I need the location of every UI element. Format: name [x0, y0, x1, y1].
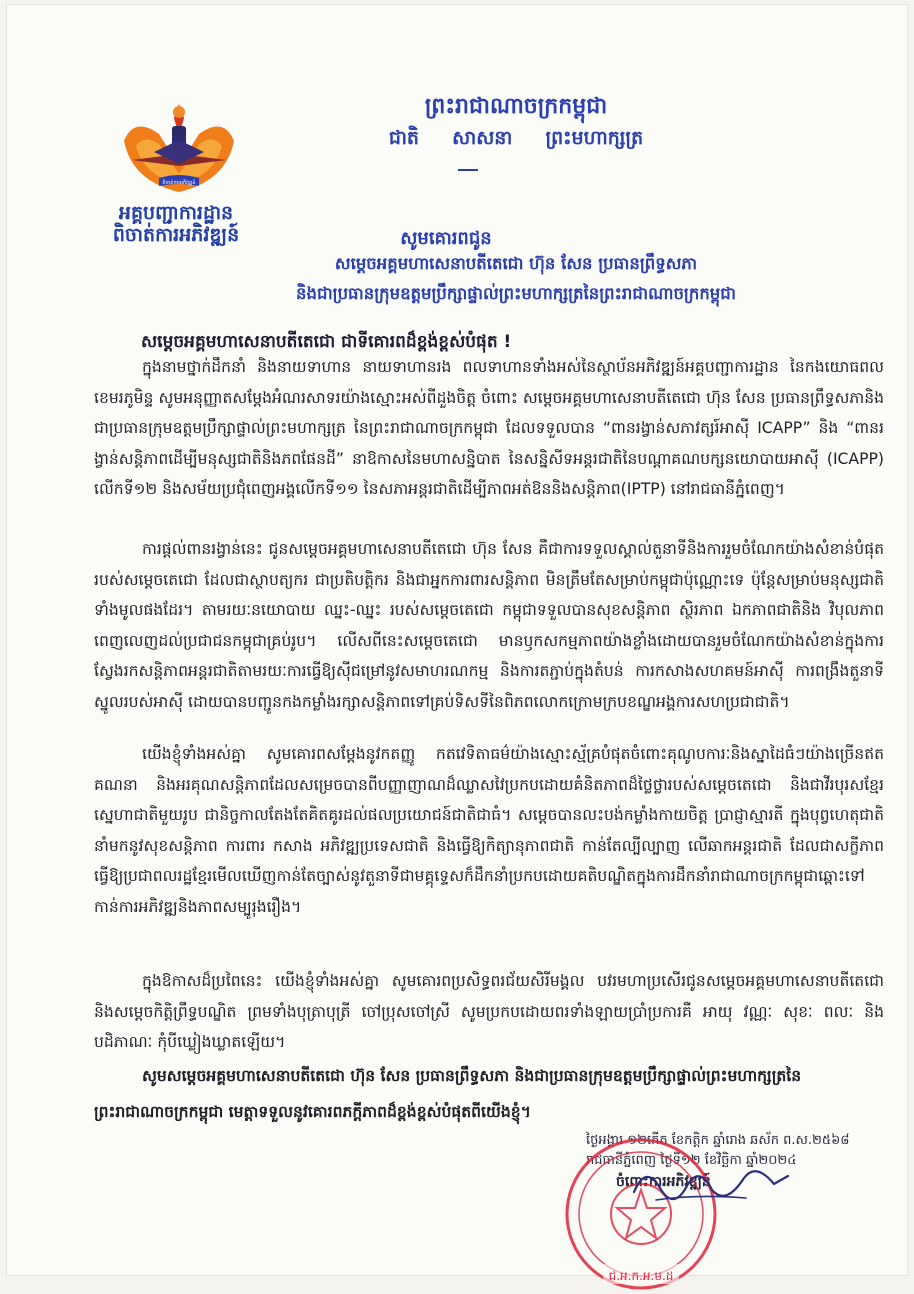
signature-icon	[626, 1154, 796, 1214]
body-paragraph-4: ក្នុងឱកាសដ៏ប្រពៃនេះ យើងខ្ញុំទាំងអស់គ្នា សូមគោរពប្រសិទ្ធពរជ័យសិរីមង្គល បវរមហាប្រសើរជូនសម្តេចអគ្គមហាសេនាបតីតេជោ និងសម្តេចកិត្តិព្រឹទ្ធបណ្ឌិត ព្រមទាំងបុត្រាបុត្រី ចៅប្រុសចៅស្រី សូមប្រកបដោយពរទាំងឡាយប្រាំប្រការគឺ អាយុ វណ្ណៈ សុខៈ ពលៈ និងបដិភាណៈ កុំបីឃ្លៀងឃ្លាតឡើយ។	[94, 972, 884, 1051]
lunar-date: ថ្ងៃអង្គារ ១២កើត ខែកត្តិក ឆ្នាំរោង ឆស័ក ព.ស.២៥៦៨	[586, 1133, 850, 1148]
military-emblem-icon	[114, 96, 244, 208]
signer-title: ចំពោះការអភិវឌ្ឍន៍	[616, 1174, 711, 1190]
national-motto: ជាតិ សាសនា ព្រះមហាក្សត្រ	[388, 127, 644, 149]
addressee-title: និងជាប្រធានក្រុមឧត្តមប្រឹក្សាផ្ទាល់ព្រះមហាក្សត្រនៃព្រះរាជាណាចក្រកម្ពុជា	[296, 284, 736, 303]
header-divider	[458, 169, 478, 171]
unit-name-line1: អគ្គបញ្ជាការដ្ឋាន	[118, 202, 234, 224]
body-paragraph-2: ការផ្តល់ពានរង្វាន់នេះ ជូនសម្តេចអគ្គមហាសេនាបតីតេជោ ហ៊ុន សែន គឺជាការទទួលស្គាល់តួនាទីនិងការរួមចំណែកយ៉ាងសំខាន់បំផុតរបស់សម្តេចតេជោ ដែលជាស្ថាបត្យករ ជាប្រតិបត្តិករ និងជាអ្នកការពារសន្តិភាព មិនត្រឹមតែសម្រាប់កម្ពុជាប៉ុណ្ណោះទេ ប៉ុន្តែសម្រាប់មនុស្សជាតិទាំងមូលផងដែរ។ តាមរយៈនយោបាយ ឈ្នះ-ឈ្នះ របស់សម្តេចតេជោ កម្ពុជាទទួលបានសុខសន្តិភាព ស្ថិរភាព ឯកភាពជាតិនិង វិបុលភាពពេញលេញដល់ប្រជាជនកម្ពុជាគ្រប់រូប។ លើសពីនេះសម្តេចតេជោ មានឫកសកម្មភាពយ៉ាងខ្លាំងដោយបានរួមចំណែកយ៉ាងសំខាន់ក្នុងការស្វែងរកសន្តិភាពអន្តរជាតិតាមរយៈការធ្វើឱ្យស៊ីជម្រៅនូវសមាហរណកម្ម និងការតភ្ជាប់ក្នុងតំបន់ ការកសាងសហគមន៍អាស៊ី ការពង្រឹងតួនាទីស្នូលរបស់អាស៊ី ដោយបានបញ្ជូនកងកម្លាំងរក្សាសន្តិភាពទៅគ្រប់ទិសទីនៃពិភពលោកក្រោមក្របខណ្ឌអង្គការសហប្រជាជាតិ។	[94, 540, 884, 711]
addressee-greeting: សូមគោរពជូន	[400, 228, 492, 249]
unit-name-line2: ពិចាត់ការអភិវឌ្ឍន៍	[112, 224, 240, 246]
body-paragraph-1: ក្នុងនាមថ្នាក់ដឹកនាំ និងនាយទាហាន នាយទាហានរង ពលទាហានទាំងអស់នៃស្ថាប័នអភិវឌ្ឍន៍អគ្គបញ្ជាការដ្ឋាន នៃកងយោធពលខេមរភូមិន្ទ សូមអនុញ្ញាតសម្តែងអំណរសាទរយ៉ាងស្មោះអស់ពីដួងចិត្ត ចំពោះ សម្តេចអគ្គមហាសេនាបតីតេជោ ហ៊ុន សែន ប្រធានព្រឹទ្ធសភានិងជាប្រធានក្រុមឧត្តមប្រឹក្សាផ្ទាល់ព្រះមហាក្សត្រ នៃព្រះរាជាណាចក្រកម្ពុជា ដែលទទួលបាន “ពានរង្វាន់សភាវត្សរ៍អាស៊ី ICAPP” និង “ពានរង្វាន់សន្តិភាពដើម្បីមនុស្សជាតិនិងភពផែនដី” នាឱកាសនៃមហាសន្និបាត នៃសន្និសីទអន្តរជាតិនៃបណ្តាគណបក្សនយោបាយអាស៊ី (ICAPP) លើកទី១២ និងសម័យប្រជុំពេញអង្គលើកទី១១ នៃសភាអន្តរជាតិដើម្បីភាពអត់ឱននិងសន្តិភាព(IPTP) នៅរាជធានីភ្នំពេញ។	[94, 358, 884, 498]
salutation: សម្តេចអគ្គមហាសេនាបតីតេជោ ជាទីគោរពដ៏ខ្ពង់ខ្ពស់បំផុត !	[141, 332, 512, 352]
body-paragraph-3: យើងខ្ញុំទាំងអស់គ្នា សូមគោរពសម្តែងនូវកតញ្ញូ កតវេទិតាធម៌យ៉ាងស្មោះស្ម័គ្របំផុតចំពោះគុណូបការៈនិងស្នាដៃធំៗយ៉ាងច្រើនឥតគណនា និងអរគុណសន្តិភាពដែលសម្រេចបានពីបញ្ញាញាណដ៏ឈ្លាសវៃប្រកបដោយគំនិតភាពដ៏ថ្លៃថ្លារបស់សម្តេចតេជោ និងជាវីរបុរសខ្មែរស្នេហាជាតិមួយរូប ជានិច្ចកាលតែងតែគិតគូរដល់ផលប្រយោជន៍ជាតិជាធំ។ សម្តេចបានលះបង់កម្លាំងកាយចិត្ត ប្រាជ្ញាស្មារតី ក្នុងបុព្វហេតុជាតិ នាំមកនូវសុខសន្តិភាព ការពារ កសាង អភិវឌ្ឍប្រទេសជាតិ និងធ្វើឱ្យកិត្យានុភាពជាតិ កាន់តែល្បីល្បាញ លើឆាកអន្តរជាតិ ដែលជាសក្ខីភាពធ្វើឱ្យប្រជាពលរដ្ឋខ្មែរមើលឃើញកាន់តែច្បាស់នូវតួនាទីជាមគ្គុទ្ទេសក៏ដឹកនាំប្រកបដោយគតិបណ្ឌិតក្នុងការដឹកនាំរាជាណាចក្រកម្ពុជាឆ្ពោះទៅកាន់ការអភិវឌ្ឍនិងភាពសម្បូរុងរឿង។	[94, 745, 884, 916]
closing-paragraph: សូមសម្តេចអគ្គមហាសេនាបតីតេជោ ហ៊ុន សែន ប្រធានព្រឹទ្ធសភា និងជាប្រធានក្រុមឧត្តមប្រឹក្សាផ្ទាល់ព្រះមហាក្សត្រនៃព្រះរាជាណាចក្រកម្ពុជា មេត្តាទទួលនូវគោរពភក្តីភាពដ៏ខ្ពង់ខ្ពស់បំផុតពីយើងខ្ញុំ។	[94, 1067, 802, 1121]
place-date: រាជធានីភ្នំពេញ ថ្ងៃទី១២ ខែវិច្ឆិកា ឆ្នាំ២០២៤	[586, 1153, 797, 1168]
addressee-name: សម្តេចអគ្គមហាសេនាបតីតេជោ ហ៊ុន សែន ប្រធានព្រឹទ្ធសភា	[334, 254, 698, 273]
emblem-banner-text: ពិចាត់ការអភិវឌ្ឍន៍	[162, 180, 196, 186]
kingdom-title: ព្រះរាជាណាចក្រកម្ពុជា	[424, 94, 608, 119]
letter-page	[6, 4, 908, 1283]
stamp-text: ជ.អ.ក.អ.ម.ដ	[608, 1269, 674, 1283]
